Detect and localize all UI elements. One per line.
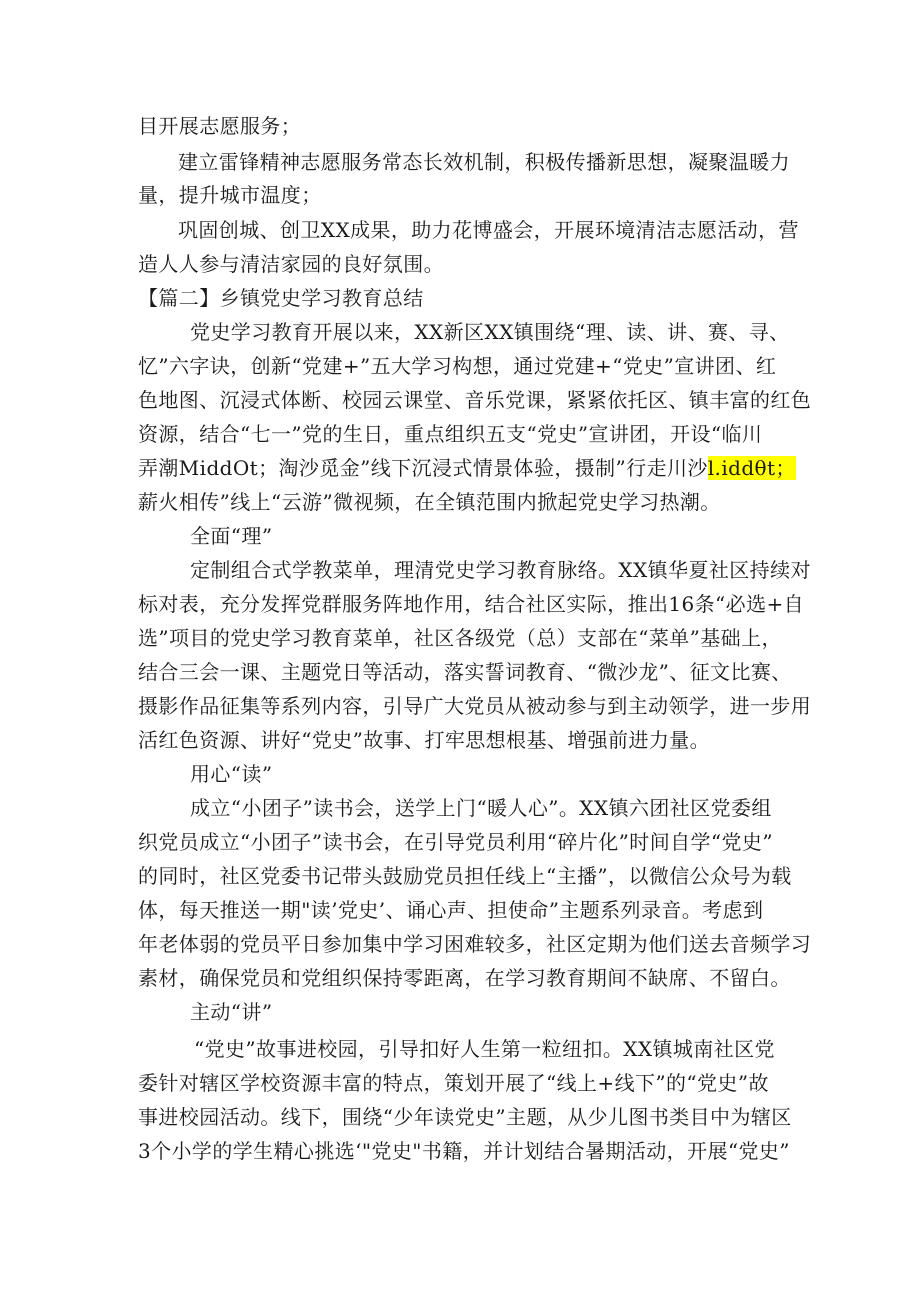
text-line: 薪火相传”线上“云游”微视频，在全镇范围内掀起党史学习热潮。 xyxy=(138,490,721,514)
text-line: 目开展志愿服务； xyxy=(138,114,302,138)
subheading: 用心“读” xyxy=(190,762,273,786)
subheading: 主动“讲” xyxy=(190,1000,273,1024)
text-line: 素材，确保党员和党组织保持零距离，在学习教育期间不缺席、不留白。 xyxy=(138,966,791,990)
text-line: 年老体弱的党员平日参加集中学习困难较多，社区定期为他们送去音频学习 xyxy=(138,932,812,956)
text-line: 选”项目的党史学习教育菜单，社区各级党（总）支部在“菜单”基础上， xyxy=(138,626,782,650)
text-line: 事进校园活动。线下，围绕“少年读党史”主题，从少儿图书类目中为辖区 xyxy=(138,1105,792,1129)
text-line: 建立雷锋精神志愿服务常态长效机制，积极传播新思想，凝聚温暖力 xyxy=(178,150,790,174)
text-line xyxy=(138,455,796,481)
text-segment: 弄潮MiddOt；淘沙觅金”线下沉浸式情景体验，摄制”行走川沙 xyxy=(138,456,708,480)
text-line: 党史学习教育开展以来，XX新区XX镇围绕“理、读、讲、赛、寻、 xyxy=(190,320,790,344)
text-line: 委针对辖区学校资源丰富的特点，策划开展了“线上+线下”的“党史”故 xyxy=(138,1071,769,1095)
text-line: 的同时，社区党委书记带头鼓励党员担任线上“主播”，以微信公众号为载 xyxy=(138,864,792,888)
text-line: 巩固创城、创卫XX成果，助力花博盛会，开展环境清洁志愿活动，营 xyxy=(178,218,799,242)
text-line: “党史”故事进校园，引导扣好人生第一粒纽扣。XX镇城南社区党 xyxy=(194,1037,775,1061)
highlighted-text: l.iddθt； xyxy=(707,456,796,480)
text-line: 资源，结合“七一”党的生日，重点组织五支“党史”宣讲团，开设“临川 xyxy=(138,422,763,446)
text-line: 造人人参与清洁家园的良好氛围。 xyxy=(138,252,444,276)
text-line: 3个小学的学生精心挑选‘"党史"书籍，并计划结合暑期活动，开展“党史” xyxy=(138,1139,790,1163)
text-line: 量，提升城市温度； xyxy=(138,183,322,207)
text-line: 结合三会一课、主题党日等活动，落实誓词教育、“微沙龙”、征文比赛、 xyxy=(138,660,792,684)
text-line: 活红色资源、讲好“党史”故事、打牢思想根基、增强前进力量。 xyxy=(138,728,711,752)
text-line: 色地图、沉浸式体断、校园云课堂、音乐党课，紧紧依托区、镇丰富的红色 xyxy=(138,388,812,412)
text-line: 标对表，充分发挥党群服务阵地作用，结合社区实际，推出16条“必选+自 xyxy=(138,592,805,616)
text-line: 体，每天推送一期"读’党史’、诵心声、担使命”主题系列录音。考虑到 xyxy=(138,898,764,922)
text-line: 忆”六字诀，创新“党建+”五大学习构想，通过党建+“党史”宣讲团、红 xyxy=(138,354,777,378)
text-line: 摄影作品征集等系列内容，引导广大党员从被动参与到主动领学，进一步用 xyxy=(138,694,812,718)
text-line: 成立“小团子”读书会，送学上门“暖人心”。XX镇六团社区党委组 xyxy=(190,796,772,820)
text-line: 织党员成立“小团子”读书会，在引导党员利用“碎片化”时间自学“党史” xyxy=(138,830,773,854)
subheading: 全面“理” xyxy=(190,524,273,548)
text-line: 定制组合式学教菜单，理清党史学习教育脉络。XX镇华夏社区持续对 xyxy=(190,558,811,582)
section-heading: 【篇二】乡镇党史学习教育总结 xyxy=(138,286,424,310)
